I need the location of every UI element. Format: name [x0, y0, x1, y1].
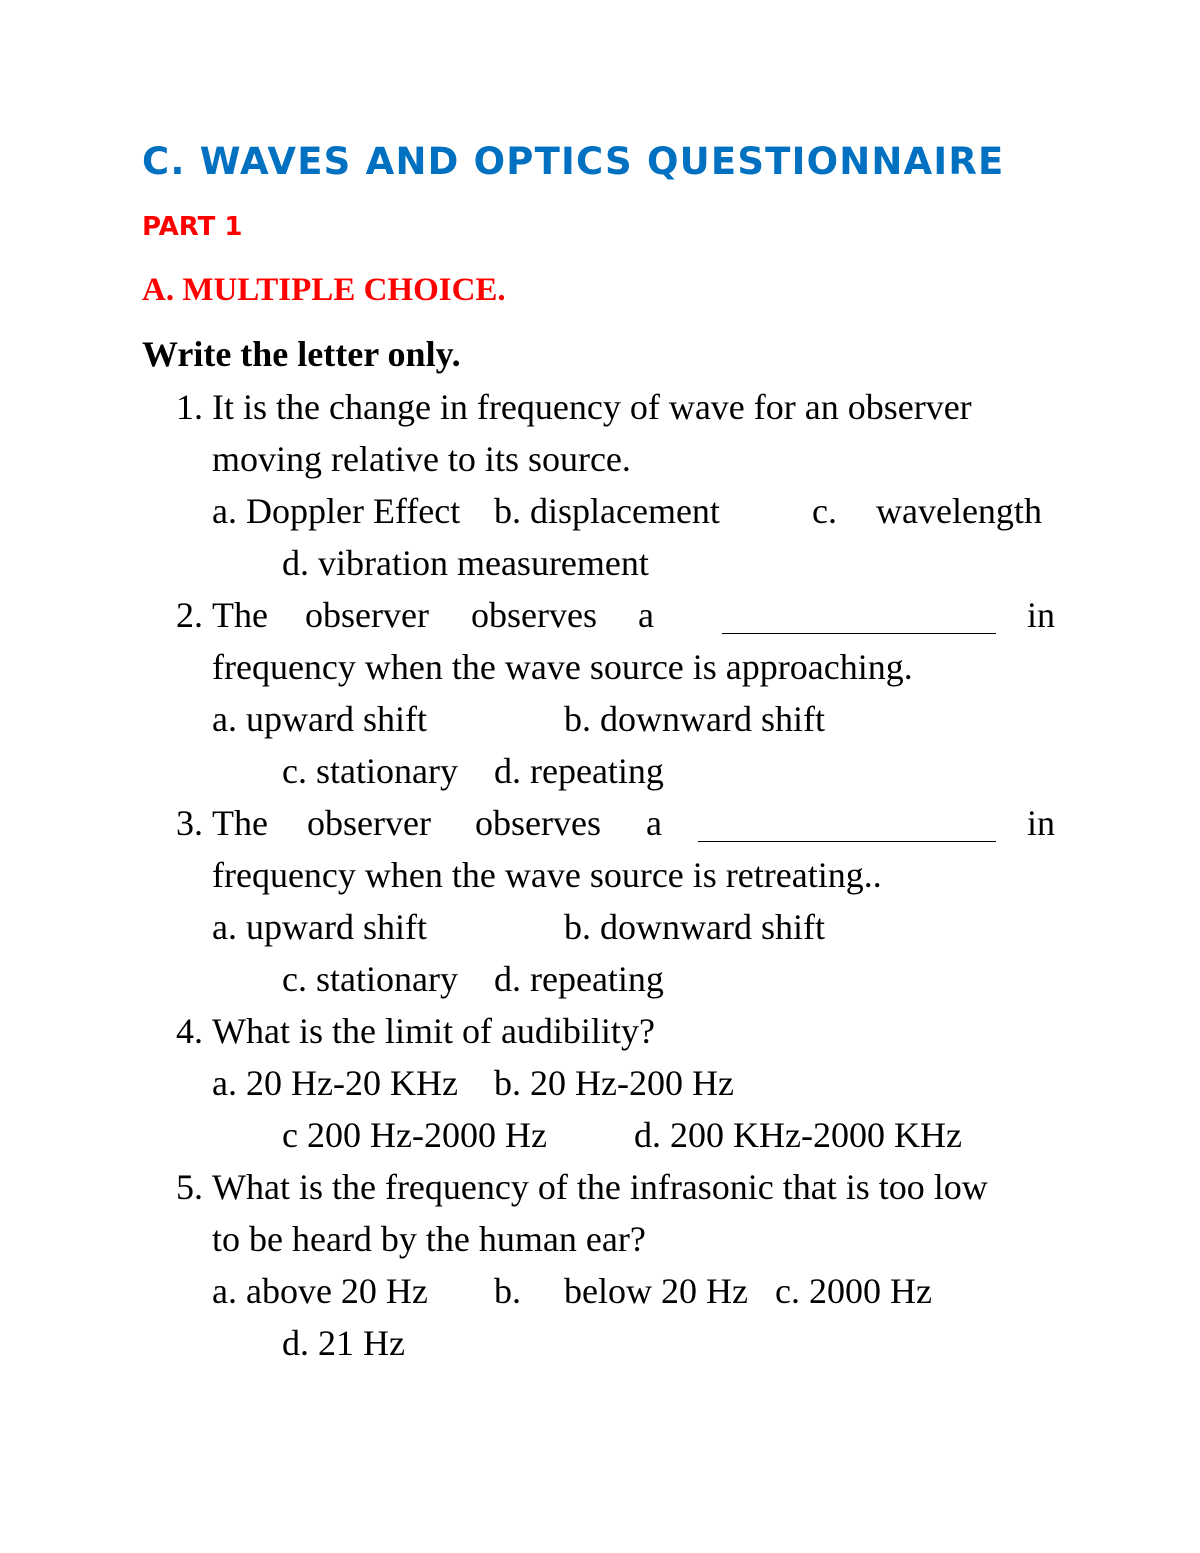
choice-b: b. downward shift — [564, 907, 825, 947]
choice-c: c. 2000 Hz — [775, 1271, 932, 1311]
choice-c: c. stationary — [282, 959, 458, 999]
question-stem-line: frequency when the wave source is approaching. — [212, 647, 913, 687]
question-stem-word: a — [646, 803, 662, 843]
choice-d: d. repeating — [494, 959, 664, 999]
question-number: 5. — [176, 1167, 203, 1207]
question-stem-word: in — [1027, 595, 1056, 635]
question-number: 2. — [176, 595, 203, 635]
question-number: 1. — [176, 387, 203, 427]
choice-b: below 20 Hz — [564, 1271, 748, 1311]
choice-d: d. vibration measurement — [282, 543, 649, 583]
part-heading: PART 1 — [142, 212, 243, 242]
question-stem-word: observes — [475, 803, 601, 843]
question-stem-line: to be heard by the human ear? — [212, 1219, 646, 1259]
choice-a: a. Doppler Effect — [212, 491, 461, 531]
question-stem-line: What is the frequency of the infrasonic that is too low — [212, 1167, 988, 1207]
question-stem-word: The — [212, 803, 268, 843]
choice-d: d. repeating — [494, 751, 664, 791]
question-stem-line: frequency when the wave source is retreating.. — [212, 855, 882, 895]
document-title: C. WAVES AND OPTICS QUESTIONNAIRE — [142, 140, 1005, 183]
question-number: 3. — [176, 803, 203, 843]
answer-blank — [722, 633, 996, 634]
choice-d: d. 21 Hz — [282, 1323, 405, 1363]
choice-a: a. upward shift — [212, 907, 427, 947]
choice-a: a. above 20 Hz — [212, 1271, 428, 1311]
choice-c: wavelength — [876, 491, 1042, 531]
choice-d: d. 200 KHz-2000 KHz — [634, 1115, 962, 1155]
question-stem: What is the limit of audibility? — [212, 1011, 655, 1051]
choice-b: b. displacement — [494, 491, 720, 531]
question-stem-word: The — [212, 595, 268, 635]
choice-a: a. 20 Hz-20 KHz — [212, 1063, 458, 1103]
question-stem-line: It is the change in frequency of wave for an observer — [212, 387, 972, 427]
question-stem-word: in — [1027, 803, 1056, 843]
choice-a: a. upward shift — [212, 699, 427, 739]
choice-c: c. stationary — [282, 751, 458, 791]
question-number: 4. — [176, 1011, 203, 1051]
choice-b: b. downward shift — [564, 699, 825, 739]
question-stem-word: observer — [305, 595, 429, 635]
question-stem-word: a — [638, 595, 654, 635]
choice-b-letter: b. — [494, 1271, 521, 1311]
choice-c-letter: c. — [812, 491, 837, 531]
choice-b: b. 20 Hz-200 Hz — [494, 1063, 734, 1103]
answer-blank — [698, 841, 996, 842]
choice-c: c 200 Hz-2000 Hz — [282, 1115, 547, 1155]
section-heading: A. MULTIPLE CHOICE. — [142, 272, 506, 308]
question-stem-line: moving relative to its source. — [212, 439, 631, 479]
question-stem-word: observes — [471, 595, 597, 635]
question-stem-word: observer — [307, 803, 431, 843]
instruction-text: Write the letter only. — [142, 334, 461, 374]
